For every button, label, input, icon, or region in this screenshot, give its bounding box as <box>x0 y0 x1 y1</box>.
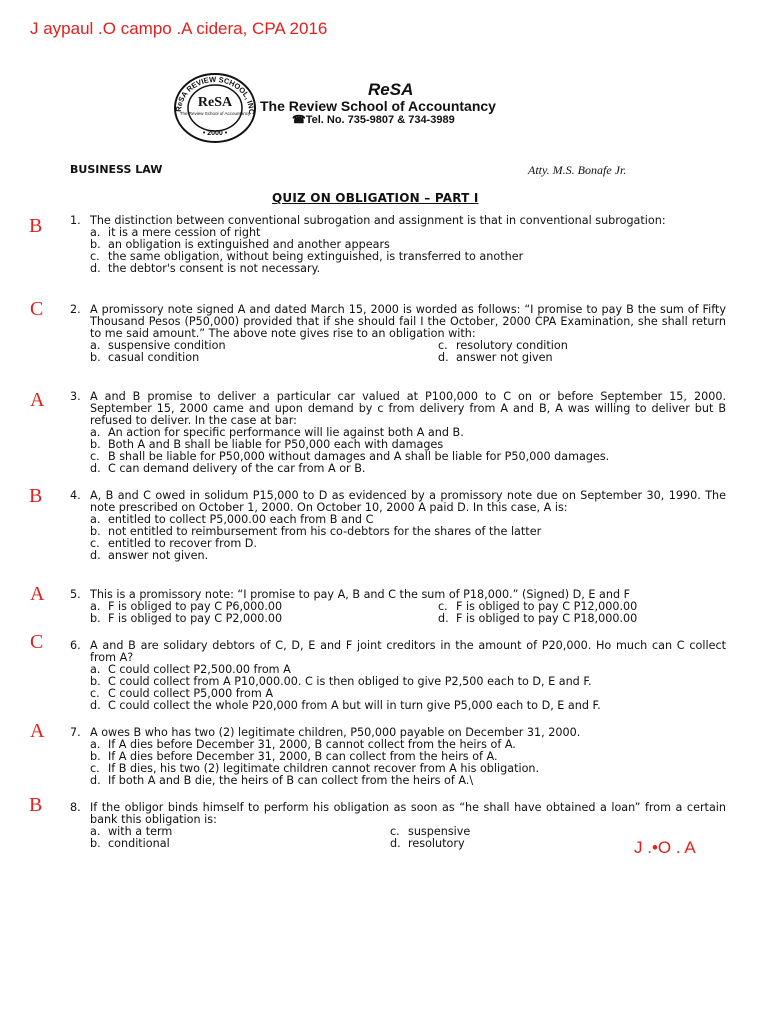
question-text: This is a promissory note: “I promise to pay A, B and C the sum of P18,000.” (Signed) D, E and F <box>90 588 631 601</box>
answer-mark-8: B <box>29 794 43 816</box>
choice: d. C can demand delivery of the car from A or B. <box>90 462 366 475</box>
logo-center-subtext: The Review School of Accountancy <box>179 111 251 116</box>
resa-logo <box>173 72 257 144</box>
question-number: 4. <box>70 489 81 502</box>
answer-mark-4: B <box>29 485 43 507</box>
choice: c. the same obligation, without being extinguished, is transferred to another <box>90 250 524 263</box>
choice: b. F is obliged to pay C P2,000.00 <box>90 612 283 625</box>
answer-mark-1: B <box>29 215 43 237</box>
answer-mark-6: C <box>30 631 44 653</box>
choice: c. entitled to recover from D. <box>90 537 257 550</box>
choice: c. C could collect P5,000 from A <box>90 687 273 700</box>
question-number: 8. <box>70 801 81 814</box>
school-name: The Review School of Accountancy <box>260 98 496 114</box>
choice: c. F is obliged to pay C P12,000.00 <box>438 600 638 613</box>
choice: b. casual condition <box>90 351 200 364</box>
watermark-bottom: J .•O . A <box>634 838 696 857</box>
question-text: The distinction between conventional subrogation and assignment is that in conventional subrogation: <box>90 214 666 227</box>
subject-label: BUSINESS LAW <box>70 163 163 176</box>
question-text: A promissory note signed A and dated March 15, 2000 is worded as follows: “I promise to pay B the sum of Fifty Thousand Pesos (P50,000) provided that if she should fail I the October, 2000 CPA Examination, she shall return to me said amount.” The above note gives rise to an obligation with: <box>90 303 726 340</box>
choice: c. suspensive <box>390 825 471 838</box>
question-number: 5. <box>70 588 81 601</box>
choice: b. conditional <box>90 837 170 850</box>
choice: d. the debtor's consent is not necessary. <box>90 262 321 275</box>
question-6 <box>70 640 726 712</box>
choice: d. resolutory <box>390 837 465 850</box>
choice: b. C could collect from A P10,000.00. C is then obliged to give P2,500 each to D, E and F. <box>90 675 592 688</box>
choice: a. F is obliged to pay C P6,000.00 <box>90 600 283 613</box>
choice: a. entitled to collect P5,000.00 each from B and C <box>90 513 374 526</box>
question-number: 6. <box>70 639 81 652</box>
answer-mark-5: A <box>30 583 45 605</box>
choice: a. An action for specific performance will lie against both A and B. <box>90 426 464 439</box>
quiz-title: QUIZ ON OBLIGATION – PART I <box>272 191 479 205</box>
answer-mark-3: A <box>30 389 45 411</box>
question-text: A and B are solidary debtors of C, D, E and F joint creditors in the amount of P20,000. Ho much can C collect from A? <box>90 639 726 664</box>
question-3 <box>70 391 726 475</box>
question-7 <box>70 727 726 787</box>
school-short-name: ReSA <box>368 80 414 99</box>
question-number: 2. <box>70 303 81 316</box>
choice: a. suspensive condition <box>90 339 226 352</box>
choice: c. B shall be liable for P50,000 without damages and A shall be liable for P50,000 damages. <box>90 450 610 463</box>
choice: c. If B dies, his two (2) legitimate children cannot recover from A his obligation. <box>90 762 540 775</box>
question-text: If the obligor binds himself to perform his obligation as soon as “he shall have obtained a loan” from a certain bank this obligation is: <box>90 801 726 826</box>
choice: d. answer not given. <box>90 549 209 562</box>
choice: a. with a term <box>90 825 173 838</box>
choice: c. resolutory condition <box>438 339 568 352</box>
question-5 <box>70 589 726 625</box>
instructor-name: Atty. M.S. Bonafe Jr. <box>528 163 627 177</box>
logo-year: • 2000 • <box>202 130 228 137</box>
choice: d. If both A and B die, the heirs of B can collect from the heirs of A.\ <box>90 774 474 787</box>
choice: b. Both A and B shall be liable for P50,000 each with damages <box>90 438 444 451</box>
question-8 <box>70 802 726 850</box>
choice: a. it is a mere cession of right <box>90 226 261 239</box>
question-text: A, B and C owed in solidum P15,000 to D as evidenced by a promissory note due on September 30, 1990. The note prescribed on October 1, 2000. On October 10, 2000 A paid D. In this case, A is: <box>90 489 726 514</box>
watermark-top: J aypaul .O campo .A cidera, CPA 2016 <box>30 19 328 38</box>
school-tel: ☎Tel. No. 735-9807 & 734-3989 <box>292 114 455 126</box>
choice: b. If A dies before December 31, 2000, B can collect from the heirs of A. <box>90 750 498 763</box>
question-1 <box>70 215 726 275</box>
question-number: 3. <box>70 390 81 403</box>
logo-ring-text: ReSA REVIEW SCHOOL, INC <box>173 74 257 115</box>
choice: a. C could collect P2,500.00 from A <box>90 663 291 676</box>
choice: d. C could collect the whole P20,000 from A but will in turn give P5,000 each to D, E and F. <box>90 699 601 712</box>
answer-mark-2: C <box>30 298 44 320</box>
choice: b. not entitled to reimbursement from his co-debtors for the shares of the latter <box>90 525 542 538</box>
answer-mark-7: A <box>30 720 45 742</box>
choice: d. answer not given <box>438 351 553 364</box>
question-4 <box>70 490 726 562</box>
logo-center-text: ReSA <box>197 95 233 110</box>
question-text: A and B promise to deliver a particular car valued at P100,000 to C on or before September 15, 2000. September 15, 2000 came and upon demand by c from delivery from A and B, A was willing to deliver but B refused to deliver. In the case at bar: <box>90 390 726 427</box>
question-number: 7. <box>70 726 81 739</box>
question-text: A owes B who has two (2) legitimate children, P50,000 payable on December 31, 2000. <box>90 726 581 739</box>
question-2 <box>70 304 726 364</box>
choice: b. an obligation is extinguished and another appears <box>90 238 390 251</box>
question-number: 1. <box>70 214 81 227</box>
choice: d. F is obliged to pay C P18,000.00 <box>438 612 638 625</box>
choice: a. If A dies before December 31, 2000, B cannot collect from the heirs of A. <box>90 738 516 751</box>
